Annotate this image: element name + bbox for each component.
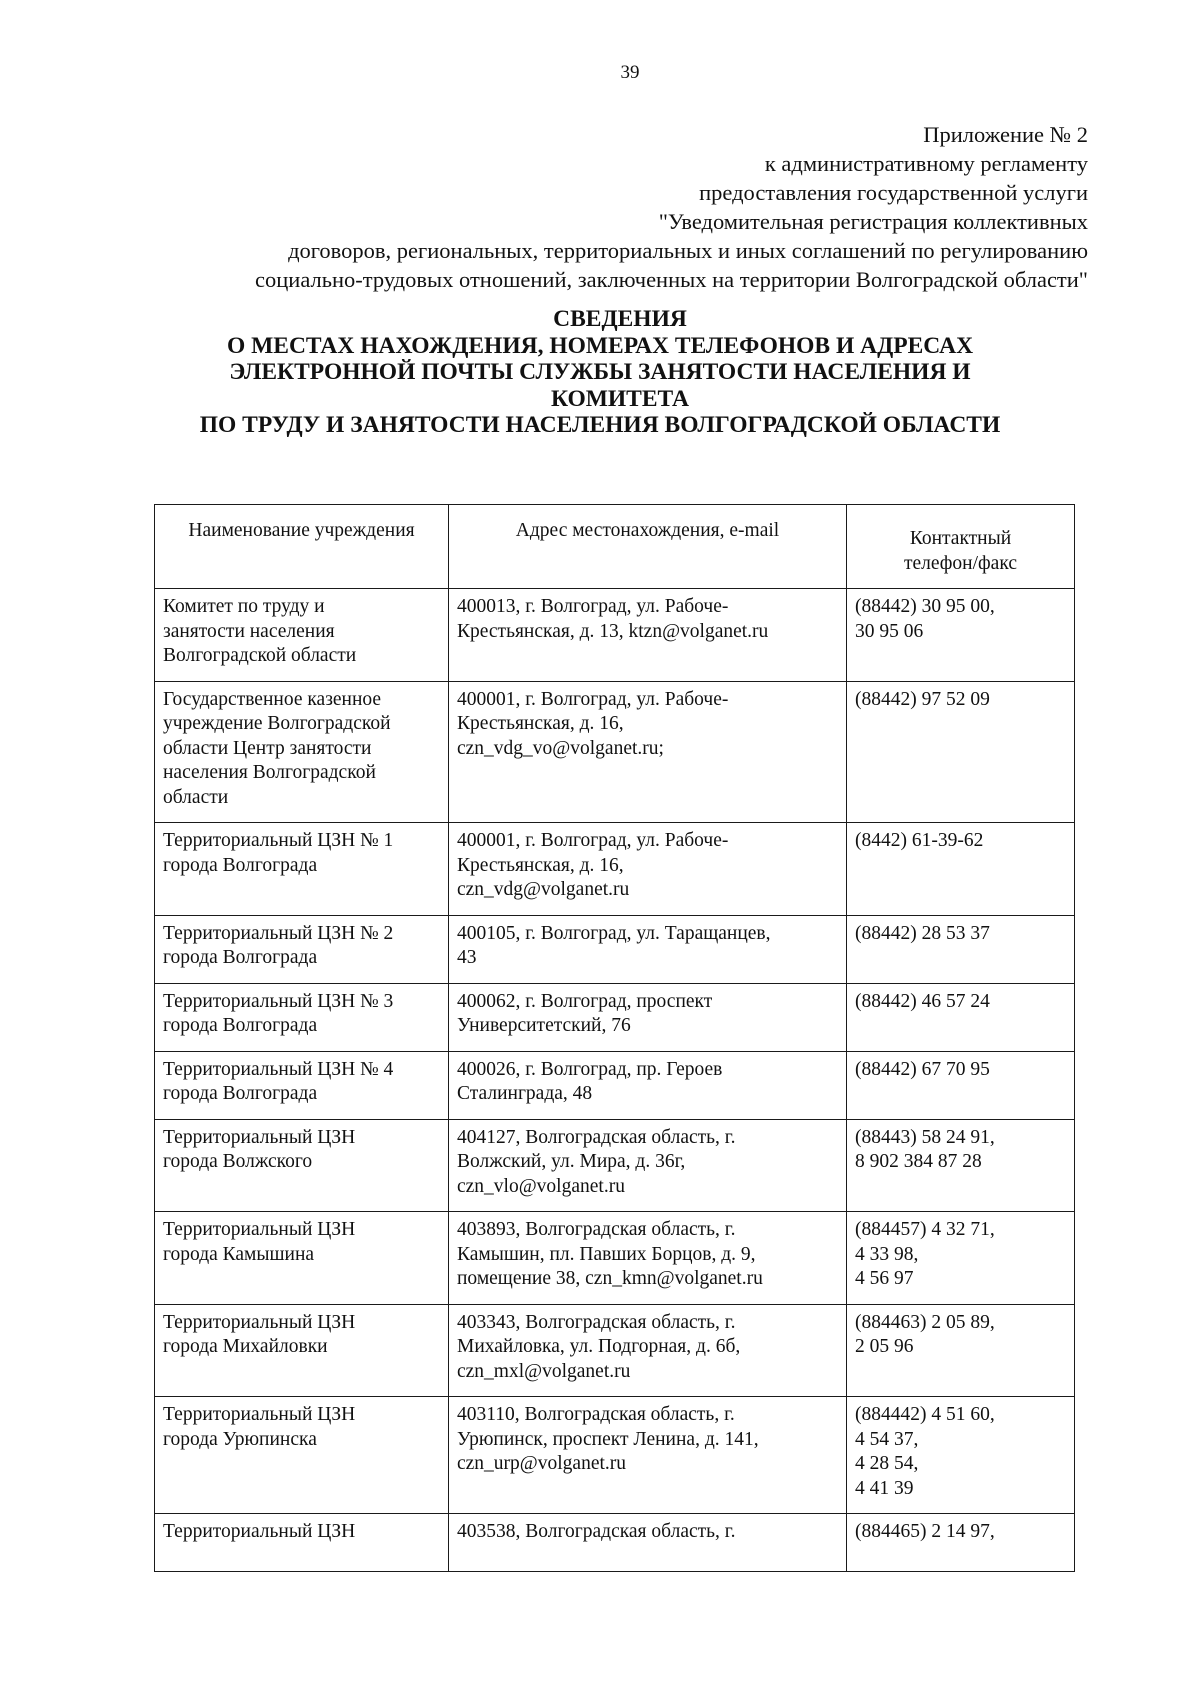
cell-name-line: области (163, 786, 229, 808)
table-row (155, 589, 1075, 682)
cell-name-line: Территориальный ЦЗН № 2 (163, 922, 394, 944)
cell-address-line: Сталинграда, 48 (457, 1083, 593, 1104)
appendix-block (88, 120, 1088, 294)
cell-address-line: 404127, Волгоградская область, г. (457, 1126, 736, 1148)
cell-name-line: Территориальный ЦЗН (163, 1521, 356, 1542)
cell-name (155, 1514, 449, 1572)
heading-line: О МЕСТАХ НАХОЖДЕНИЯ, НОМЕРАХ ТЕЛЕФОНОВ И АДРЕСАХ (226, 332, 974, 359)
cell-address-line: Крестьянская, д. 13, ktzn@volganet.ru (457, 620, 769, 642)
cell-phone (847, 589, 1075, 682)
cell-name-line: Территориальный ЦЗН (163, 1404, 356, 1425)
cell-name-line: учреждение Волгоградской (163, 713, 391, 734)
heading-line: ПО ТРУДУ И ЗАНЯТОСТИ НАСЕЛЕНИЯ ВОЛГОГРАДСКОЙ ОБЛАСТИ (199, 412, 1001, 438)
cell-phone-line: 2 05 96 (855, 1336, 914, 1357)
cell-phone-line: (8442) 61-39-62 (855, 830, 984, 851)
cell-name-line: области Центр занятости (163, 737, 372, 759)
cell-address-line: 400013, г. Волгоград, ул. Рабоче- (457, 596, 729, 617)
cell-address-line: Волжский, ул. Мира, д. 36г, (457, 1151, 686, 1172)
cell-phone (847, 823, 1075, 916)
table-row (155, 823, 1075, 916)
cell-name-line: Территориальный ЦЗН (163, 1126, 356, 1148)
cell-address (449, 1212, 847, 1305)
cell-name-line: Территориальный ЦЗН № 3 (163, 990, 394, 1012)
cell-name-line: Территориальный ЦЗН (163, 1311, 356, 1333)
table-row (155, 983, 1075, 1051)
cell-name (155, 681, 449, 823)
cell-address-line: Крестьянская, д. 16, (457, 854, 624, 876)
cell-address-line: Камышин, пл. Павших Борцов, д. 9, (457, 1243, 756, 1265)
cell-name (155, 1051, 449, 1119)
table-row (155, 1051, 1075, 1119)
header-phone-line: телефон/факс (904, 552, 1017, 574)
cell-phone (847, 1212, 1075, 1305)
cell-name-line: Государственное казенное (163, 688, 382, 710)
cell-name-line: Комитет по труду и (163, 596, 325, 617)
cell-address-line: 400105, г. Волгоград, ул. Таращанцев, (457, 922, 771, 944)
cell-name-line: Территориальный ЦЗН № 4 (163, 1058, 394, 1080)
cell-phone-line: (884457) 4 32 71, (855, 1219, 995, 1240)
appendix-line: социально-трудовых отношений, заключенных на территории Волгоградской области" (255, 267, 1088, 292)
cell-name-line: Территориальный ЦЗН № 1 (163, 830, 394, 851)
cell-name-line: Территориальный ЦЗН (163, 1219, 356, 1240)
document-heading (0, 306, 1200, 439)
cell-phone-line: 4 28 54, (855, 1453, 919, 1474)
offices-table (154, 504, 1075, 1572)
cell-address-line: 403893, Волгоградская область, г. (457, 1219, 736, 1240)
cell-name-line: города Волгограда (163, 1015, 318, 1036)
cell-phone-line: (88443) 58 24 91, (855, 1126, 995, 1148)
appendix-line: договоров, региональных, территориальных и иных соглашений по регулированию (288, 238, 1088, 263)
cell-address-line: помещение 38, czn_kmn@volganet.ru (457, 1268, 763, 1289)
cell-address (449, 983, 847, 1051)
cell-address-line: 403343, Волгоградская область, г. (457, 1311, 736, 1333)
cell-phone-line: (88442) 97 52 09 (855, 688, 990, 710)
cell-name-line: занятости населения (163, 620, 335, 642)
cell-address-line: Крестьянская, д. 16, (457, 713, 624, 734)
cell-name-line: населения Волгоградской (163, 762, 376, 783)
cell-phone-line: (884463) 2 05 89, (855, 1311, 995, 1333)
cell-phone (847, 1514, 1075, 1572)
appendix-line: "Уведомительная регистрация коллективных (658, 209, 1088, 234)
cell-address-line: 43 (457, 947, 477, 968)
cell-address-line: czn_vdg_vo@volganet.ru; (457, 737, 664, 759)
table-row (155, 1397, 1075, 1514)
table-row (155, 681, 1075, 823)
cell-address-line: czn_urp@volganet.ru (457, 1453, 627, 1474)
cell-name (155, 823, 449, 916)
cell-address (449, 589, 847, 682)
cell-phone-line: 4 33 98, (855, 1243, 919, 1265)
cell-name-line: города Волгограда (163, 1083, 318, 1104)
cell-address-line: czn_vdg@volganet.ru (457, 879, 630, 900)
table-row (155, 1119, 1075, 1212)
header-name: Наименование учреждения (155, 505, 449, 589)
cell-phone (847, 1397, 1075, 1514)
cell-address (449, 1051, 847, 1119)
cell-phone (847, 1304, 1075, 1397)
cell-name (155, 1119, 449, 1212)
page-number: 39 (620, 62, 640, 83)
table-row (155, 1514, 1075, 1572)
header-address: Адрес местонахождения, e-mail (449, 505, 847, 589)
cell-address-line: Университетский, 76 (457, 1015, 631, 1036)
cell-phone-line: (884465) 2 14 97, (855, 1521, 995, 1542)
cell-address-line: 400062, г. Волгоград, проспект (457, 990, 713, 1012)
cell-phone (847, 1119, 1075, 1212)
heading-line: ЭЛЕКТРОННОЙ ПОЧТЫ СЛУЖБЫ ЗАНЯТОСТИ НАСЕЛЕНИЯ И (229, 359, 971, 385)
table-row (155, 915, 1075, 983)
cell-address-line: Михайловка, ул. Подгорная, д. 6б, (457, 1336, 741, 1357)
cell-phone (847, 983, 1075, 1051)
cell-name-line: города Волгограда (163, 947, 318, 968)
cell-name (155, 589, 449, 682)
cell-address-line: Урюпинск, проспект Ленина, д. 141, (457, 1428, 759, 1450)
cell-phone-line: (884442) 4 51 60, (855, 1404, 995, 1425)
cell-phone-line: 4 54 37, (855, 1428, 919, 1450)
cell-name-line: города Урюпинска (163, 1428, 317, 1450)
cell-address (449, 915, 847, 983)
cell-name (155, 983, 449, 1051)
cell-address (449, 1119, 847, 1212)
cell-address (449, 823, 847, 916)
cell-phone-line: 8 902 384 87 28 (855, 1151, 982, 1172)
cell-name (155, 915, 449, 983)
appendix-line: предоставления государственной услуги (699, 180, 1088, 205)
cell-phone-line: (88442) 46 57 24 (855, 990, 990, 1012)
cell-name-line: города Волгограда (163, 854, 318, 876)
cell-name (155, 1304, 449, 1397)
cell-phone (847, 915, 1075, 983)
cell-address-line: 400001, г. Волгоград, ул. Рабоче- (457, 688, 729, 710)
cell-address (449, 1304, 847, 1397)
table-row (155, 1304, 1075, 1397)
appendix-line: к административному регламенту (764, 151, 1088, 176)
cell-address-line: 403110, Волгоградская область, г. (457, 1404, 735, 1425)
cell-phone (847, 1051, 1075, 1119)
cell-address (449, 1514, 847, 1572)
cell-phone-line: (88442) 28 53 37 (855, 922, 990, 944)
cell-phone-line: 4 41 39 (855, 1477, 914, 1499)
table-row (155, 1212, 1075, 1305)
cell-address-line: 400001, г. Волгоград, ул. Рабоче- (457, 830, 729, 851)
header-phone (847, 505, 1075, 589)
cell-address-line: czn_mxl@volganet.ru (457, 1360, 631, 1382)
cell-address-line: 400026, г. Волгоград, пр. Героев (457, 1058, 723, 1080)
header-phone-line: Контактный (909, 528, 1012, 549)
cell-phone (847, 681, 1075, 823)
cell-name-line: Волгоградской области (163, 645, 357, 666)
cell-address (449, 681, 847, 823)
cell-phone-line: 30 95 06 (855, 620, 924, 642)
cell-address (449, 1397, 847, 1514)
cell-phone-line: 4 56 97 (855, 1268, 914, 1289)
table-header-row (155, 505, 1075, 589)
cell-name (155, 1397, 449, 1514)
cell-address-line: 403538, Волгоградская область, г. (457, 1521, 736, 1542)
cell-name (155, 1212, 449, 1305)
cell-address-line: czn_vlo@volganet.ru (457, 1175, 625, 1197)
cell-phone-line: (88442) 67 70 95 (855, 1058, 990, 1080)
cell-name-line: города Михайловки (163, 1336, 328, 1357)
appendix-line: Приложение № 2 (923, 122, 1088, 147)
heading-line: СВЕДЕНИЯ (553, 306, 687, 332)
cell-phone-line: (88442) 30 95 00, (855, 596, 995, 617)
cell-name-line: города Волжского (163, 1151, 313, 1172)
heading-line: КОМИТЕТА (550, 385, 690, 412)
table-body (155, 589, 1075, 1572)
cell-name-line: города Камышина (163, 1243, 315, 1265)
